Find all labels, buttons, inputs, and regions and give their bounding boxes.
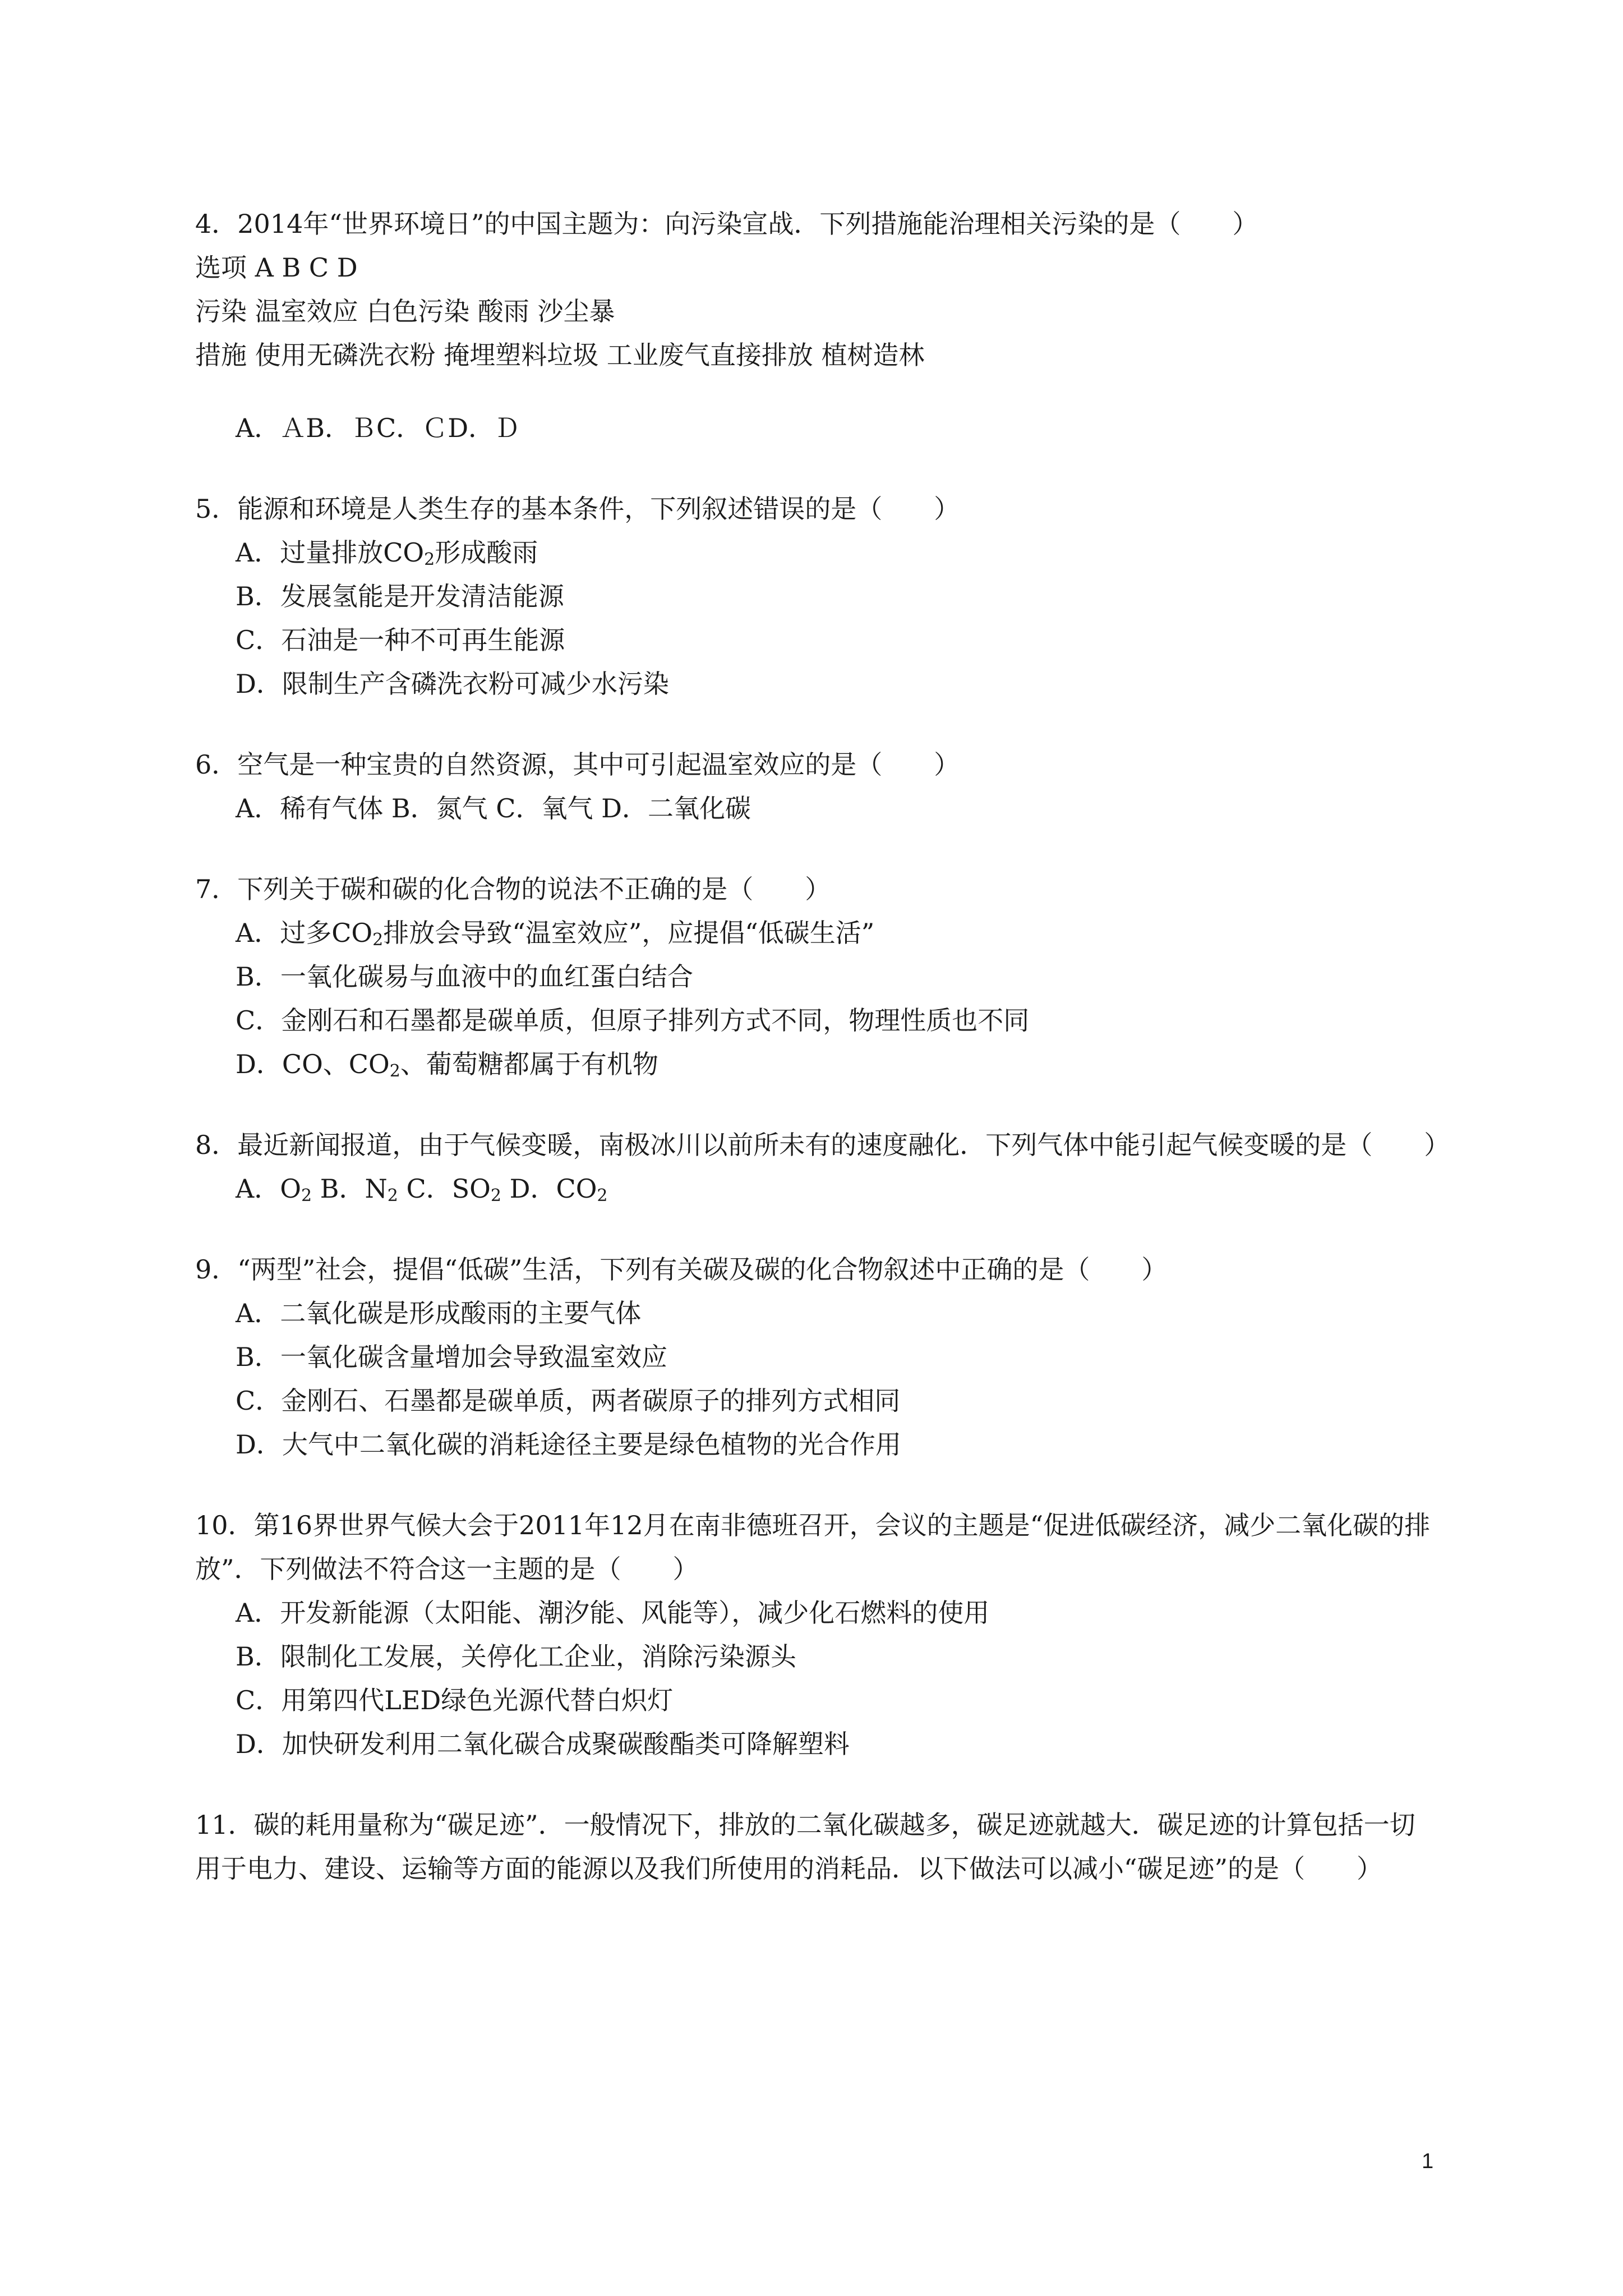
option-b <box>195 574 1440 618</box>
formula-base: O <box>280 1174 301 1204</box>
option-text-rest: 排放会导致“温室效应”，应提倡“低碳生活” <box>383 918 875 948</box>
option-b <box>195 1635 1440 1678</box>
option-label: D． <box>509 1174 556 1204</box>
question-list <box>195 202 1450 1927</box>
question-stem: 9．“两型”社会，提倡“低碳”生活，下列有关碳及碳的化合物叙述中正确的是（ ） <box>195 1254 1168 1285</box>
option-label: B． <box>236 581 280 611</box>
formula-base: N <box>365 1174 388 1204</box>
option-c <box>195 999 1440 1042</box>
question-9 <box>195 1248 1440 1466</box>
option-b <box>195 955 1440 999</box>
question-stem: 4．2014年“世界环境日”的中国主题为：向污染宣战．下列措施能治理相关污染的是（ ） <box>195 209 1258 239</box>
option-text-rest: 、葡萄糖都属于有机物 <box>400 1049 658 1079</box>
option-c <box>195 618 1440 662</box>
options-inline: A．ＡB．ＢC．ＣD．Ｄ <box>236 413 520 443</box>
option-b <box>195 1335 1440 1379</box>
option-label: A． <box>236 918 280 948</box>
option-label: D． <box>236 1049 282 1079</box>
option-c <box>195 1678 1440 1722</box>
table-row-pollution: 污染 温室效应 白色污染 酸雨 沙尘暴 <box>195 296 615 326</box>
subscript: 2 <box>424 550 435 569</box>
option-label: C． <box>236 625 282 655</box>
option-label: B． <box>236 1342 280 1372</box>
option-text: 一氧化碳易与血液中的血红蛋白结合 <box>280 961 693 992</box>
option-label: D． <box>236 1429 282 1460</box>
option-text: CO、CO <box>282 1049 390 1079</box>
question-10 <box>195 1503 1440 1766</box>
option-text-rest: 形成酸雨 <box>435 537 538 568</box>
question-7 <box>195 867 1440 1086</box>
option-d <box>195 1423 1440 1466</box>
table-row-measures: 措施 使用无磷洗衣粉 掩埋塑料垃圾 工业废气直接排放 植树造林 <box>195 340 925 370</box>
option-d <box>195 1042 1440 1086</box>
option-a <box>195 911 1440 955</box>
question-8 <box>195 1123 1450 1211</box>
option-text: 限制化工发展，关停化工企业，消除污染源头 <box>280 1641 796 1672</box>
option-label: C． <box>236 1005 282 1036</box>
options-formula <box>195 1167 1440 1211</box>
formula-base: SO <box>451 1174 491 1204</box>
option-label: B． <box>320 1174 365 1204</box>
options-inline: A．稀有气体 B．氮气 C．氧气 D．二氧化碳 <box>236 793 751 823</box>
option-a <box>195 531 1440 574</box>
option-text: 加快研发利用二氧化碳合成聚碳酸酯类可降解塑料 <box>282 1729 850 1759</box>
option-text: 一氧化碳含量增加会导致温室效应 <box>280 1342 667 1372</box>
option-label: C． <box>236 1685 282 1715</box>
option-label: D． <box>236 1729 282 1759</box>
question-11 <box>195 1803 1440 1890</box>
question-5 <box>195 487 1440 706</box>
option-c <box>195 1379 1440 1423</box>
option-text: 开发新能源（太阳能、潮汐能、风能等），减少化石燃料的使用 <box>280 1598 990 1628</box>
option-d <box>195 1722 1440 1766</box>
option-text: 金刚石、石墨都是碳单质，两者碳原子的排列方式相同 <box>281 1386 901 1416</box>
option-d <box>195 662 1440 706</box>
question-stem: 8．最近新闻报道，由于气候变暖，南极冰川以前所未有的速度融化．下列气体中能引起气候变暖的是（ ） <box>195 1130 1450 1160</box>
option-label: B． <box>236 1641 280 1672</box>
subscript: 2 <box>372 930 384 950</box>
option-label: D． <box>236 669 282 699</box>
option-label: C． <box>236 1386 282 1416</box>
question-stem: 10．第16界世界气候大会于2011年12月在南非德班召开，会议的主题是“促进低碳经济，减少二氧化碳的排放”．下列做法不符合这一主题的是（ ） <box>195 1510 1431 1584</box>
option-label: A． <box>236 1174 280 1204</box>
question-stem: 6．空气是一种宝贵的自然资源，其中可引起温室效应的是（ ） <box>195 749 960 780</box>
subscript: 2 <box>301 1186 312 1205</box>
option-text: 石油是一种不可再生能源 <box>281 625 565 655</box>
option-text: 大气中二氧化碳的消耗途径主要是绿色植物的光合作用 <box>282 1429 901 1460</box>
page-number: 1 <box>1422 2150 1434 2173</box>
subscript: 2 <box>389 1061 400 1081</box>
subscript: 2 <box>490 1186 501 1205</box>
option-label: B． <box>236 961 280 992</box>
option-label: A． <box>236 537 280 568</box>
option-text: 金刚石和石墨都是碳单质，但原子排列方式不同，物理性质也不同 <box>281 1005 1030 1036</box>
question-6 <box>195 743 1440 830</box>
option-a <box>195 1591 1440 1635</box>
subscript: 2 <box>597 1186 608 1205</box>
option-label: A． <box>236 1298 280 1328</box>
subscript: 2 <box>387 1186 398 1205</box>
option-text: 用第四代LED绿色光源代替白炽灯 <box>281 1685 674 1715</box>
option-a <box>195 1291 1440 1335</box>
formula-base: CO <box>556 1174 597 1204</box>
option-text: 过量排放CO <box>280 537 425 568</box>
table-row-header: 选项 A B C D <box>195 252 358 283</box>
question-4 <box>195 202 1440 450</box>
question-stem: 11．碳的耗用量称为“碳足迹”．一般情况下，排放的二氧化碳越多，碳足迹就越大．碳足迹的计算包括一切用于电力、建设、运输等方面的能源以及我们所使用的消耗品．以下做法可以减小“碳足迹”的是（ ） <box>195 1810 1415 1884</box>
question-stem: 5．能源和环境是人类生存的基本条件，下列叙述错误的是（ ） <box>195 494 960 524</box>
option-text: 发展氢能是开发清洁能源 <box>280 581 564 611</box>
option-text: 二氧化碳是形成酸雨的主要气体 <box>280 1298 642 1328</box>
option-label: A． <box>236 1598 280 1628</box>
option-label: C． <box>406 1174 452 1204</box>
option-text: 过多CO <box>280 918 373 948</box>
question-stem: 7．下列关于碳和碳的化合物的说法不正确的是（ ） <box>195 874 831 904</box>
option-text: 限制生产含磷洗衣粉可减少水污染 <box>282 669 669 699</box>
